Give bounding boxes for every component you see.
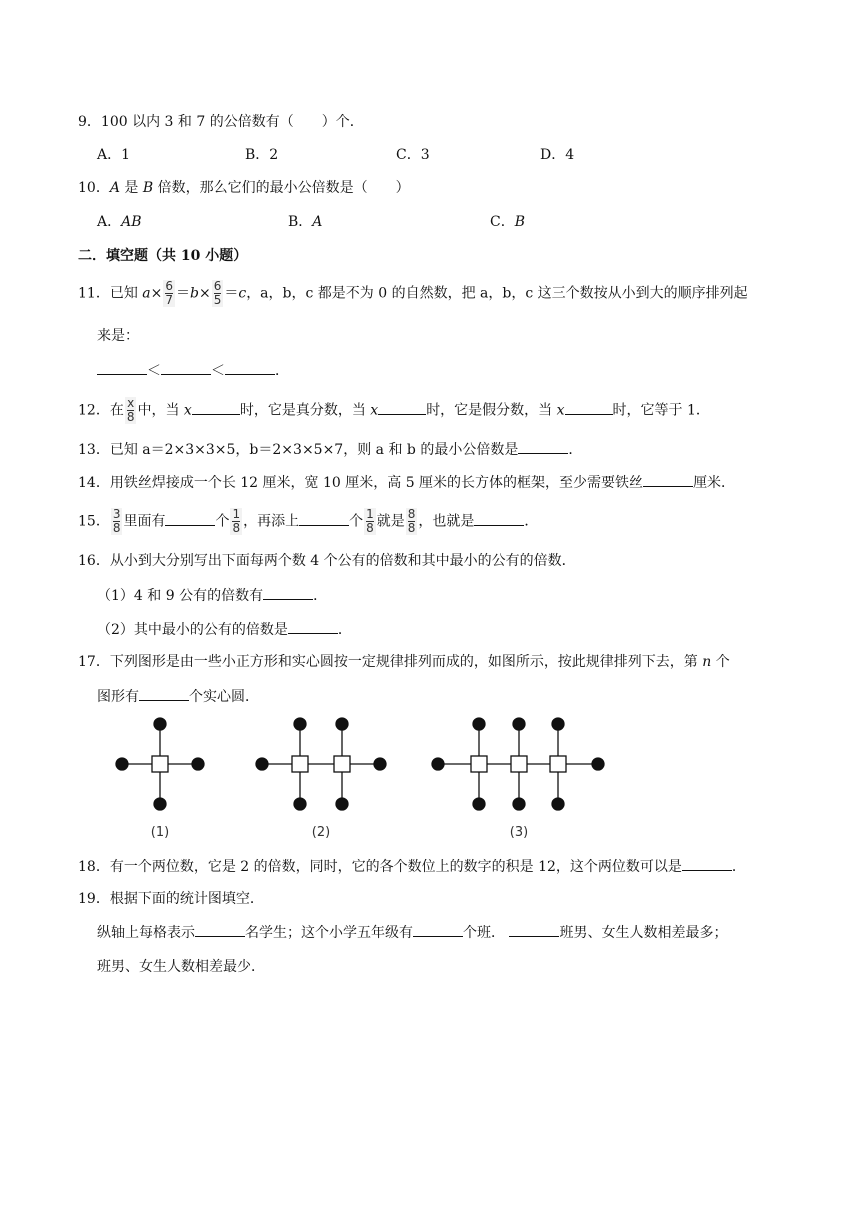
q10-option-b: B．A (288, 214, 323, 230)
question-12: 12．在 $\frac{x}{8}$ 中，当 x 时，它是真分数，当 x 时，它是假分数，当 x 时，它等于 1． (78, 396, 710, 424)
answer-blank[interactable] (413, 922, 463, 937)
question-18: 18．有一个两位数，它是 2 的倍数，同时，它的各个数位上的数字的积是 12，这个两位数可以是 ． (78, 856, 746, 877)
answer-blank[interactable] (139, 686, 189, 701)
answer-blank[interactable] (161, 360, 211, 375)
fraction-6-7: $\frac{6}{7}$ (165, 279, 173, 307)
answer-blank[interactable] (165, 511, 215, 526)
question-10: 10．A 是 B 倍数，那么它们的最小公倍数是（ ） (78, 180, 410, 196)
pattern-figure-2 (256, 718, 386, 810)
answer-blank[interactable] (192, 400, 240, 415)
answer-blank[interactable] (518, 439, 568, 454)
fraction-x-8: $\frac{x}{8}$ (126, 396, 135, 424)
question-19: 19．根据下面的统计图填空． (78, 891, 264, 907)
question-19-line3: 班男、女生人数相差最少． (97, 959, 265, 975)
q9-option-c: C．3 (396, 147, 430, 163)
section-heading-fill-blank: 二．填空题（共 10 小题） (78, 248, 248, 264)
q9-option-d: D．4 (540, 147, 575, 163)
answer-blank[interactable] (509, 922, 559, 937)
fraction-6-5: $\frac{6}{5}$ (213, 279, 222, 307)
question-19-line2: 纵轴上每格表示 名学生；这个小学五年级有 个班． 班男、女生人数相差最多； (97, 922, 727, 943)
question-13: 13．已知 a＝2×3×3×5，b＝2×3×5×7，则 a 和 b 的最小公倍数是 ． (78, 439, 582, 460)
question-11-answer-line: ＜ ＜ ． (97, 360, 289, 381)
pattern-figure-3 (432, 718, 604, 810)
answer-blank[interactable] (474, 511, 524, 526)
answer-blank[interactable] (682, 856, 732, 871)
question-11: 11．已知 a× $\frac{6}{7}$ ＝b× $\frac{6}{5}$ ＝c，a，b，c 都是不为 0 的自然数，把 a，b，c 这三个数按从小到大的顺序排列起 (78, 279, 748, 307)
figure-label-3: (3) (509, 825, 529, 840)
question-16: 16．从小到大分别写出下面每两个数 4 个公有的倍数和其中最小的公有的倍数． (78, 553, 576, 569)
figure-label-2: (2) (311, 825, 331, 840)
question-17-line2: 图形有 个实心圆． (97, 686, 259, 707)
answer-blank[interactable] (565, 400, 613, 415)
question-11-line2: 来是： (97, 328, 139, 344)
figure-label-1: (1) (150, 825, 170, 840)
answer-blank[interactable] (378, 400, 426, 415)
q9-option-b: B．2 (245, 147, 279, 163)
question-14: 14．用铁丝焊接成一个长 12 厘米，宽 10 厘米，高 5 厘米的长方体的框架，至少需要铁丝 厘米． (78, 472, 735, 493)
answer-blank[interactable] (225, 360, 275, 375)
answer-blank[interactable] (643, 472, 693, 487)
question-16-part-1: （1）4 和 9 公有的倍数有 ． (97, 585, 327, 606)
q10-option-c: C．B (490, 214, 526, 230)
q9-option-a: A．1 (97, 147, 131, 163)
question-16-part-2: （2）其中最小的公有的倍数是 ． (97, 619, 352, 640)
pattern-figure-1 (116, 718, 204, 810)
answer-blank[interactable] (97, 360, 147, 375)
answer-blank[interactable] (299, 511, 349, 526)
answer-blank[interactable] (195, 922, 245, 937)
answer-blank[interactable] (288, 619, 338, 634)
q10-option-a: A．AB (97, 214, 142, 230)
question-15: 15． $\frac{3}{8}$ 里面有 个 $\frac{1}{8}$ ，再添上 个 $\frac{1}{8}$ 就是 $\frac{8}{8}$ ，也就是 ． (78, 507, 539, 535)
question-17: 17．下列图形是由一些小正方形和实心圆按一定规律排列而成的，如图所示，按此规律排列下去，第 n 个 (78, 654, 730, 670)
pattern-figures (110, 712, 610, 842)
answer-blank[interactable] (263, 585, 313, 600)
question-9: 9．100 以内 3 和 7 的公倍数有（ ）个． (78, 114, 364, 130)
